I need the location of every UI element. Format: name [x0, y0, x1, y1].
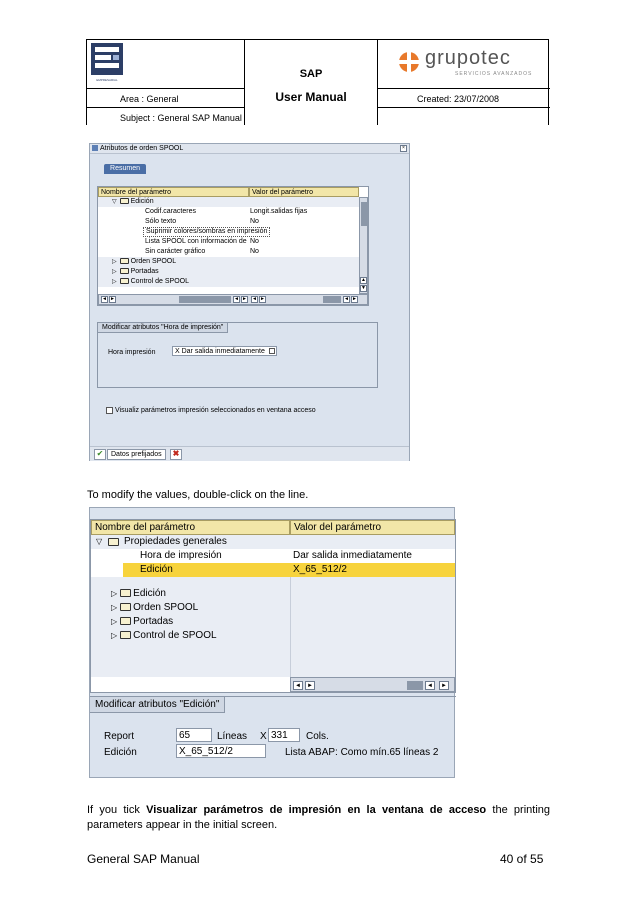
- divider: [377, 88, 550, 89]
- param-value: No: [250, 238, 259, 245]
- header-manual: User Manual: [275, 90, 347, 104]
- folder-icon: [120, 603, 131, 611]
- dialog-icon: [92, 145, 98, 151]
- expand-icon[interactable]: ▷: [112, 279, 117, 285]
- scroll-right-icon[interactable]: ►: [352, 296, 357, 302]
- confirm-check-icon[interactable]: ✔: [94, 449, 106, 460]
- folder-icon: [120, 589, 131, 597]
- col-header-value[interactable]: Valor del parámetro: [249, 187, 359, 197]
- divider: [87, 107, 244, 108]
- page-number: 40 of 55: [500, 852, 544, 866]
- grupotec-logo-icon: [397, 50, 421, 74]
- dialog-close-icon[interactable]: ×: [400, 145, 407, 152]
- folder-label: Portadas: [133, 616, 174, 627]
- folder-icon: [120, 631, 131, 639]
- scroll-left-icon[interactable]: ◄: [293, 681, 303, 690]
- collapse-icon[interactable]: ▽: [96, 537, 103, 546]
- modify-attributes-box: [97, 322, 378, 388]
- tab-resumen[interactable]: Resumen: [104, 164, 146, 174]
- scroll-thumb[interactable]: [407, 681, 423, 690]
- scroll-left-icon[interactable]: ◄: [102, 296, 107, 302]
- param-edit-screen: [89, 507, 455, 778]
- param-value: Dar salida inmediatamente: [293, 550, 412, 561]
- folder-label: Portadas: [130, 268, 159, 275]
- table-row-selected[interactable]: [123, 563, 455, 577]
- param-value: No: [250, 218, 259, 225]
- folder-label: Control de SPOOL: [130, 278, 189, 285]
- column-divider: [290, 577, 291, 677]
- col-header-name[interactable]: Nombre del parámetro: [91, 520, 290, 535]
- cols-label: Cols.: [306, 731, 329, 742]
- folder-icon: [120, 278, 129, 284]
- grupotec-logo-sub: SERVICIOS AVANZADOS: [455, 71, 533, 77]
- folder-label: Control de SPOOL: [133, 630, 217, 641]
- visualiz-checkbox[interactable]: [106, 407, 113, 414]
- modify-attributes-box: [90, 696, 456, 779]
- hora-impresion-field[interactable]: [172, 346, 277, 356]
- instruction-text-1: To modify the values, double-click on the line.: [87, 489, 309, 501]
- scroll-right-icon[interactable]: ►: [305, 681, 315, 690]
- expand-icon[interactable]: ▷: [112, 269, 117, 275]
- expand-icon[interactable]: ▷: [112, 259, 117, 265]
- x-label: X: [260, 731, 267, 742]
- header-area: Area : General: [120, 94, 179, 104]
- document-header: [86, 39, 549, 125]
- divider: [377, 107, 550, 108]
- param-name: Sin carácter gráfico: [145, 248, 206, 255]
- visualiz-checkbox-label: Visualiz parámetros impresión seleccionados en ventana acceso: [115, 407, 316, 414]
- lineas-label: Líneas: [217, 731, 248, 742]
- param-table-2: [90, 519, 456, 693]
- scroll-thumb[interactable]: [361, 202, 367, 226]
- footer-title: General SAP Manual: [87, 852, 200, 866]
- text2-bold: Visualizar parámetros de impresión en la ventana de acceso: [146, 804, 487, 816]
- col-header-value[interactable]: Valor del parámetro: [290, 520, 455, 535]
- scroll-right-icon[interactable]: ►: [439, 681, 449, 690]
- folder-rows: [91, 577, 455, 677]
- expand-icon[interactable]: ▷: [111, 631, 118, 640]
- header-subject: Subject : General SAP Manual: [120, 113, 242, 123]
- folder-icon: [120, 268, 129, 274]
- vertical-scrollbar[interactable]: [359, 197, 368, 294]
- tree-folder-control-spool[interactable]: [111, 629, 217, 643]
- folder-icon: [120, 258, 129, 264]
- text2-suffix: the printing parameters appear in the initial screen.: [87, 804, 550, 831]
- expand-icon[interactable]: ▷: [111, 589, 118, 598]
- param-name: Codif.caracteres: [145, 208, 196, 215]
- dialog-title: Atributos de orden SPOOL: [100, 145, 184, 152]
- folder-label: Orden SPOOL: [133, 602, 199, 613]
- hora-impresion-value: X Dar salida inmediatamente: [175, 348, 265, 355]
- group-label: Propiedades generales: [124, 536, 227, 547]
- param-name: Suprimir colores/sombras en impresión: [143, 227, 270, 237]
- param-value: No: [250, 248, 259, 255]
- tree-folder-portadas[interactable]: [111, 615, 173, 629]
- ecisa-logo-text: ECISA: [95, 71, 119, 77]
- param-name: Edición: [140, 564, 173, 575]
- spool-attributes-dialog: [89, 143, 410, 461]
- folder-label: Edición: [133, 588, 166, 599]
- tree-folder-orden-spool[interactable]: [112, 257, 176, 267]
- folder-open-icon: [120, 198, 129, 204]
- dialog-title-bar: [90, 144, 409, 154]
- report-input[interactable]: 65: [176, 728, 212, 742]
- param-name: Sólo texto: [145, 218, 177, 225]
- scroll-left-icon[interactable]: ◄: [234, 296, 239, 302]
- folder-rows: [98, 257, 360, 287]
- divider: [377, 40, 378, 125]
- tree-group-row[interactable]: [91, 535, 455, 549]
- col-header-name[interactable]: Nombre del parámetro: [98, 187, 249, 197]
- scroll-right-icon[interactable]: ►: [260, 296, 265, 302]
- horizontal-scrollbar[interactable]: [98, 294, 368, 305]
- table-row[interactable]: [98, 207, 360, 217]
- horizontal-scrollbar[interactable]: [290, 677, 455, 692]
- table-row[interactable]: [98, 217, 360, 227]
- text2-prefix: If you tick: [87, 804, 147, 816]
- tree-folder-edicion[interactable]: [111, 587, 166, 601]
- scroll-thumb[interactable]: [323, 296, 341, 303]
- group-label: Edición: [130, 198, 154, 205]
- expand-icon[interactable]: ▷: [111, 603, 118, 612]
- datos-prefijados-button[interactable]: Datos prefijados: [107, 449, 166, 460]
- tree-folder-control-spool[interactable]: [112, 277, 189, 287]
- header-sap: SAP: [299, 68, 323, 80]
- expand-icon[interactable]: ▷: [111, 617, 118, 626]
- report-label: Report: [104, 731, 135, 742]
- scroll-left-icon[interactable]: ◄: [344, 296, 349, 302]
- cancel-x-icon[interactable]: ✖: [170, 449, 182, 460]
- param-table: [97, 186, 369, 306]
- table-row[interactable]: [98, 247, 360, 257]
- collapse-icon[interactable]: ▽: [112, 199, 117, 205]
- param-name: Lista SPOOL con información de: [145, 238, 247, 245]
- table-row[interactable]: [98, 237, 360, 247]
- ecisa-logo-sub: EMPRESARIAL: [96, 78, 118, 82]
- dropdown-icon[interactable]: [269, 348, 275, 354]
- divider: [244, 40, 245, 125]
- tree-folder-portadas[interactable]: [112, 267, 159, 277]
- dialog-footer: [90, 446, 409, 461]
- table-row[interactable]: [98, 227, 360, 237]
- instruction-text-2: [87, 803, 550, 833]
- grupotec-logo-text: grupotec: [425, 47, 511, 69]
- scroll-down-icon[interactable]: ▼: [361, 285, 366, 291]
- param-value: X_65_512/2: [293, 564, 347, 575]
- modify-box-title: Modificar atributos "Edición": [90, 697, 225, 713]
- divider: [87, 88, 244, 89]
- modify-box-title: Modificar atributos "Hora de impresión": [98, 323, 228, 333]
- scroll-left-icon[interactable]: ◄: [425, 681, 435, 690]
- hora-impresion-label: Hora impresión: [108, 349, 156, 356]
- tree-group-row[interactable]: [98, 197, 360, 207]
- visualiz-checkbox-row[interactable]: [106, 406, 316, 416]
- param-name: Hora de impresión: [140, 550, 222, 561]
- ecisa-logo: [91, 43, 123, 83]
- table-row[interactable]: [91, 549, 455, 563]
- param-value: Longit.salidas fijas: [250, 208, 308, 215]
- scroll-right-icon[interactable]: ►: [242, 296, 247, 302]
- scroll-thumb[interactable]: [179, 296, 231, 303]
- header-created: Created: 23/07/2008: [417, 94, 500, 104]
- cols-input[interactable]: 331: [268, 728, 300, 742]
- lista-abap-text: Lista ABAP: Como mín.65 líneas 2: [285, 747, 439, 758]
- scroll-right-icon[interactable]: ►: [110, 296, 115, 302]
- folder-open-icon: [108, 538, 119, 546]
- scroll-left-icon[interactable]: ◄: [252, 296, 257, 302]
- folder-icon: [120, 617, 131, 625]
- edicion-input[interactable]: X_65_512/2: [176, 744, 266, 758]
- scroll-up-icon[interactable]: ▲: [361, 277, 366, 283]
- edicion-label: Edición: [104, 747, 137, 758]
- tree-folder-orden-spool[interactable]: [111, 601, 198, 615]
- folder-label: Orden SPOOL: [130, 258, 177, 265]
